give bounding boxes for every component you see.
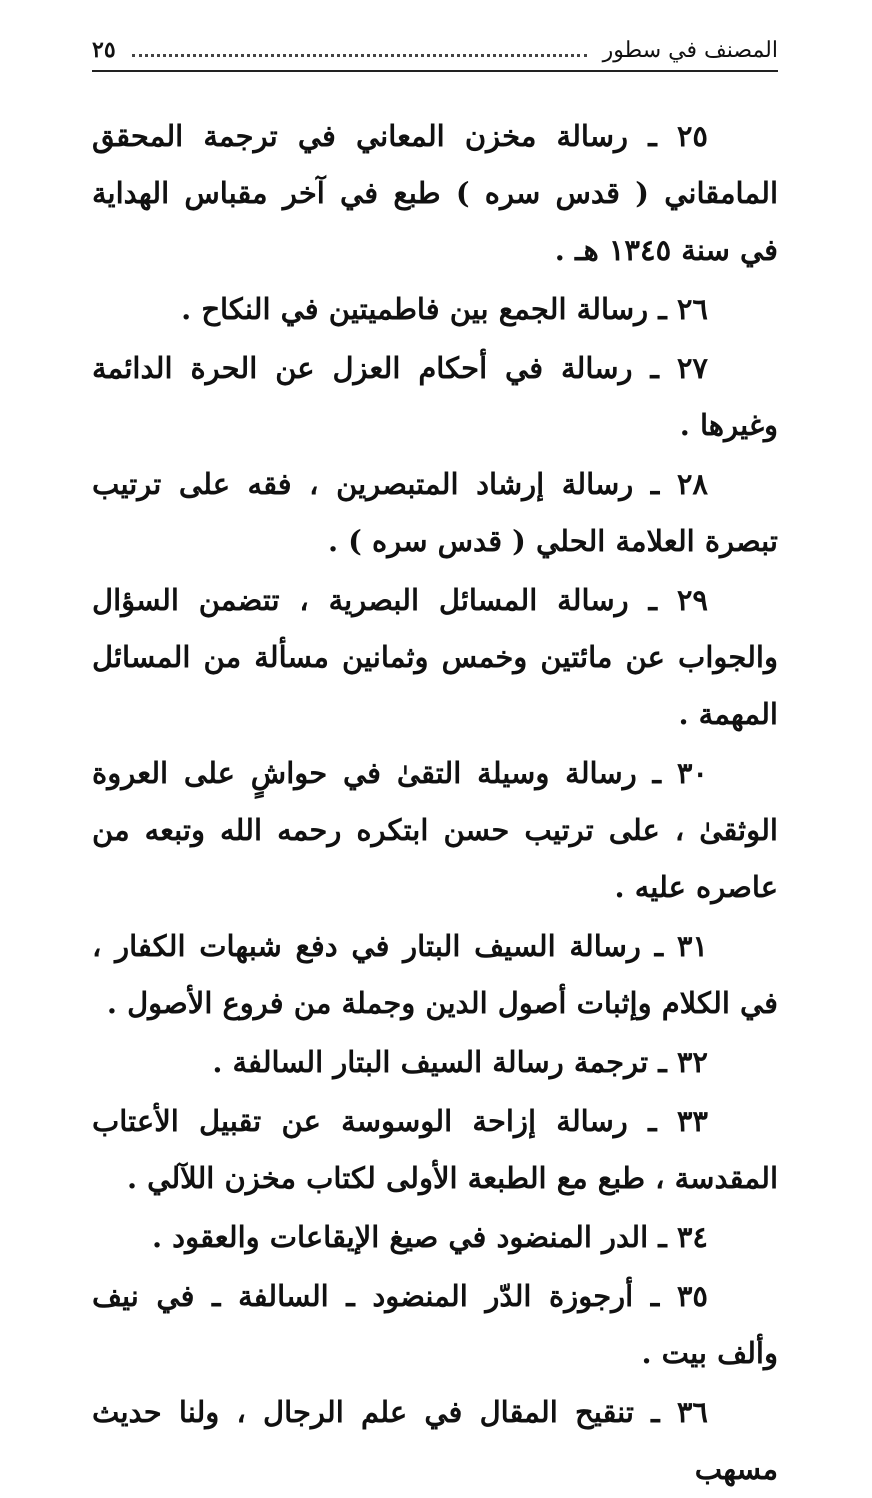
entry-36: ٣٦ ـ تنقيح المقال في علم الرجال ، ولنا حديث مسهب — [92, 1395, 778, 1486]
entry-34: ٣٤ ـ الدر المنضود في صيغ الإيقاعات والعقود . — [151, 1220, 708, 1254]
entry-33: ٣٣ ـ رسالة إزاحة الوسوسة عن تقبيل الأعتاب المقدسة ، طبع مع الطبعة الأولى لكتاب مخزن اللآلي . — [92, 1104, 778, 1195]
entry-32: ٣٢ ـ ترجمة رسالة السيف البتار السالفة . — [212, 1045, 708, 1079]
entry-25: ٢٥ ـ رسالة مخزن المعاني في ترجمة المحقق المامقاني ( قدس سره ) طبع في آخر مقباس الهداية في سنة ١٣٤٥ هـ . — [92, 119, 778, 267]
entry-31: ٣١ ـ رسالة السيف البتار في دفع شبهات الكفار ، في الكلام وإثبات أصول الدين وجملة من فروع الأصول . — [92, 929, 778, 1020]
entry-27: ٢٧ ـ رسالة في أحكام العزل عن الحرة الدائمة وغيرها . — [92, 351, 778, 442]
entries-list — [92, 108, 778, 1498]
entry-26: ٢٦ ـ رسالة الجمع بين فاطميتين في النكاح . — [181, 292, 708, 326]
running-header — [92, 30, 778, 72]
header-dot-leader — [132, 44, 587, 57]
entry-35: ٣٥ ـ أرجوزة الدّر المنضود ـ السالفة ـ في نيف وألف بيت . — [92, 1279, 778, 1370]
header-title: المصنف في سطور — [602, 37, 778, 63]
entry-28: ٢٨ ـ رسالة إرشاد المتبصرين ، فقه على ترتيب تبصرة العلامة الحلي ( قدس سره ) . — [92, 467, 778, 558]
entry-29: ٢٩ ـ رسالة المسائل البصرية ، تتضمن السؤال والجواب عن مائتين وخمس وثمانين مسألة من المسائل المهمة . — [92, 583, 778, 731]
page-number: ٢٥ — [92, 37, 116, 63]
entry-30: ٣٠ ـ رسالة وسيلة التقىٰ في حواشٍ على العروة الوثقىٰ ، على ترتيب حسن ابتكره رحمه الله وتبعه من عاصره عليه . — [92, 756, 778, 904]
